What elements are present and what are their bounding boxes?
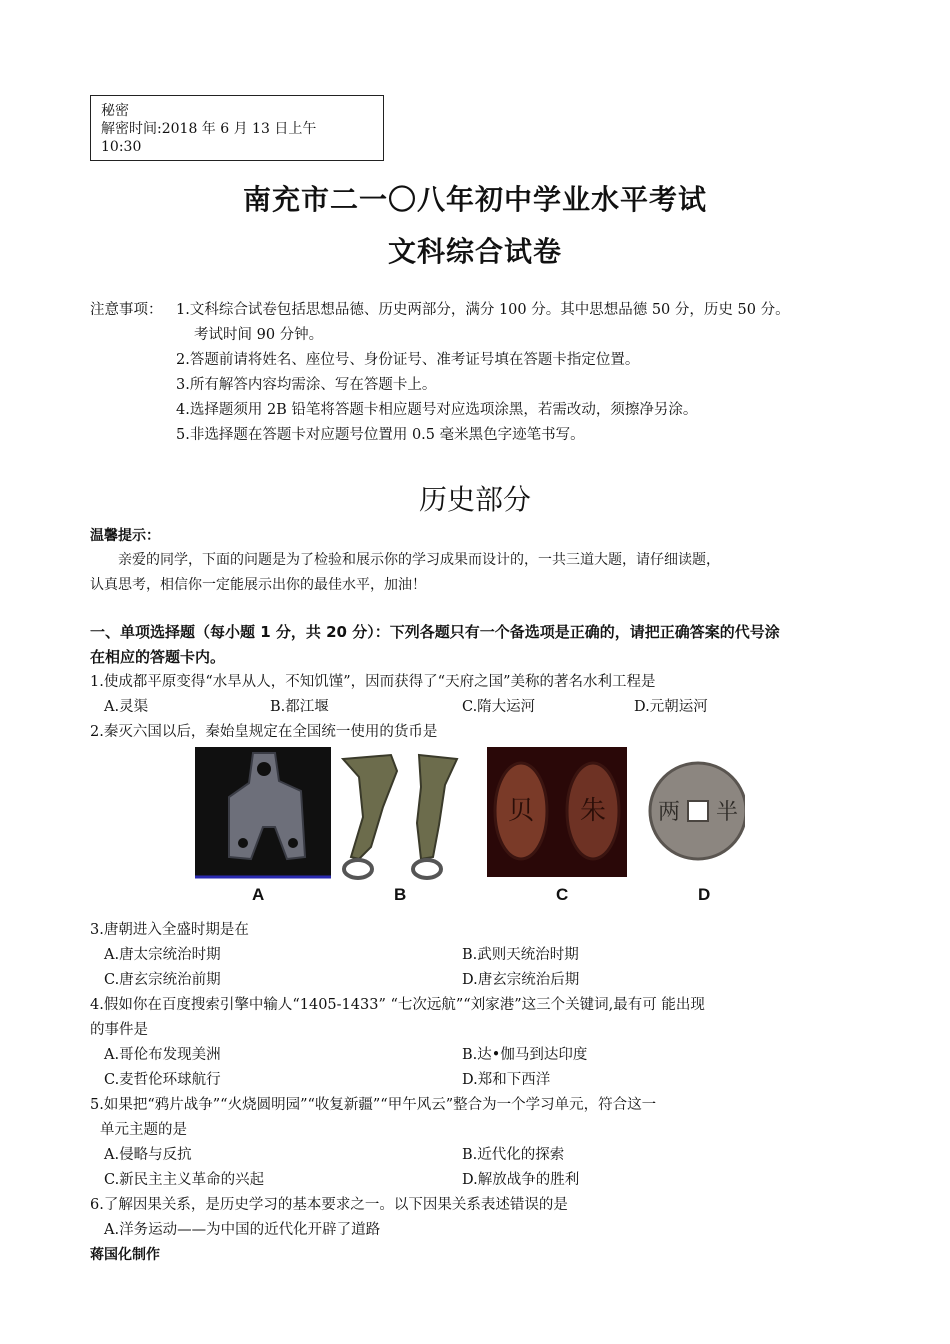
q5-option-a: A.侵略与反抗 — [104, 1147, 192, 1163]
secret-label: 秘密 — [101, 103, 129, 119]
coin-label-b: B — [394, 885, 407, 904]
mc-heading-line-2: 在相应的答题卡内。 — [90, 648, 226, 666]
tips-body — [90, 548, 870, 598]
coin-c-ant-nose-image — [487, 747, 627, 877]
question-1-stem: 1.使成都平原变得“水旱从人，不知饥馑”，因而获得了“天府之国”美称的著名水利工程是 — [90, 674, 656, 690]
declassify-time-cont: 10:30 — [101, 139, 142, 155]
coin-a-spade-image — [195, 747, 331, 877]
exam-notes — [90, 298, 870, 448]
tips-line-1: 亲爱的同学，下面的问题是为了检验和展示你的学习成果而设计的，一共三道大题，请仔细读题， — [118, 552, 720, 568]
coin-d-round-image — [650, 763, 745, 859]
q4-option-c: C.麦哲伦环球航行 — [104, 1072, 221, 1088]
exam-subtitle: 文科综合试卷 — [387, 235, 562, 268]
coin-label-d: D — [698, 885, 711, 904]
question-2-stem: 2.秦灭六国以后，秦始皇规定在全国统一使用的货币是 — [90, 724, 438, 740]
footer-author: 蒋国化制作 — [90, 1247, 160, 1263]
q4-option-d: D.郑和下西洋 — [462, 1072, 551, 1088]
note-item-3: 3.所有解答内容均需涂、写在答题卡上。 — [176, 377, 437, 393]
question-5-stem: 5.如果把“鸦片战争”“火烧圆明园”“收复新疆”“甲午风云”整合为一个学习单元，符合这一 — [90, 1097, 657, 1113]
secret-notice-box — [90, 95, 384, 161]
note-item-4: 4.选择题须用 2B 铅笔将答题卡相应题号对应选项涂黑，若需改动，须擦净另涂。 — [176, 402, 698, 418]
section-title: 历史部分 — [418, 483, 531, 516]
q4-option-a: A.哥伦布发现美洲 — [104, 1047, 221, 1063]
question-3-stem: 3.唐朝进入全盛时期是在 — [90, 922, 249, 938]
q5-option-d: D.解放战争的胜利 — [462, 1172, 580, 1188]
coin-b-knife-image — [343, 755, 457, 878]
coin-images — [195, 747, 745, 912]
question-6-stem: 6.了解因果关系，是历史学习的基本要求之一。以下因果关系表述错误的是 — [90, 1197, 568, 1213]
q1-option-b: B.都江堰 — [270, 699, 329, 715]
q5-option-c: C.新民主主义革命的兴起 — [104, 1172, 265, 1188]
tips-label: 温馨提示： — [90, 528, 160, 544]
mc-heading-line-1: 一、单项选择题（每小题 1 分，共 20 分）：下列各题只有一个备选项是正确的，请把正确答案的代号涂 — [90, 623, 780, 641]
tips-line-2: 认真思考，相信你一定能展示出你的最佳水平，加油！ — [90, 577, 426, 593]
coin-label-a: A — [252, 885, 265, 904]
coin-c-left-glyph: 贝 — [507, 796, 535, 826]
q4-option-b: B.达•伽马到达印度 — [462, 1047, 588, 1063]
q6-option-a: A.洋务运动——为中国的近代化开辟了道路 — [104, 1222, 381, 1238]
mc-section-heading — [90, 620, 870, 670]
q3-option-a: A.唐太宗统治时期 — [104, 947, 221, 963]
q3-option-d: D.唐玄宗统治后期 — [462, 972, 580, 988]
notes-lead: 注意事项： — [90, 302, 163, 318]
q1-option-d: D.元朝运河 — [634, 699, 708, 715]
q3-option-c: C.唐玄宗统治前期 — [104, 972, 221, 988]
note-item-1-cont: 考试时间 90 分钟。 — [194, 327, 324, 343]
q5-option-b: B.近代化的探索 — [462, 1147, 565, 1163]
note-item-5: 5.非选择题在答题卡对应题号位置用 0.5 毫米黑色字迹笔书写。 — [176, 427, 585, 443]
coin-d-left-glyph: 两 — [657, 800, 681, 825]
q3-option-b: B.武则天统治时期 — [462, 947, 579, 963]
note-item-2: 2.答题前请将姓名、座位号、身份证号、准考证号填在答题卡指定位置。 — [176, 352, 640, 368]
coin-label-c: C — [556, 885, 569, 904]
question-5-stem-cont: 单元主题的是 — [100, 1122, 187, 1138]
q1-option-a: A.灵渠 — [104, 699, 149, 715]
q1-option-c: C.隋大运河 — [462, 699, 536, 715]
question-4-stem: 4.假如你在百度搜索引擎中输人“1405-1433” “七次远航”“刘家港”这三个关键词,最有可 能出现 — [90, 997, 705, 1013]
declassify-time: 解密时间:2018 年 6 月 13 日上午 — [101, 121, 317, 137]
coin-d-right-glyph: 半 — [715, 800, 739, 825]
question-4-stem-cont: 的事件是 — [90, 1022, 148, 1038]
coin-c-right-glyph: 朱 — [579, 796, 607, 826]
exam-title: 南充市二一〇八年初中学业水平考试 — [242, 183, 707, 216]
note-item-1: 1.文科综合试卷包括思想品德、历史两部分，满分 100 分。其中思想品德 50 分，历史 50 分。 — [176, 302, 790, 318]
coins-figure — [195, 747, 745, 912]
